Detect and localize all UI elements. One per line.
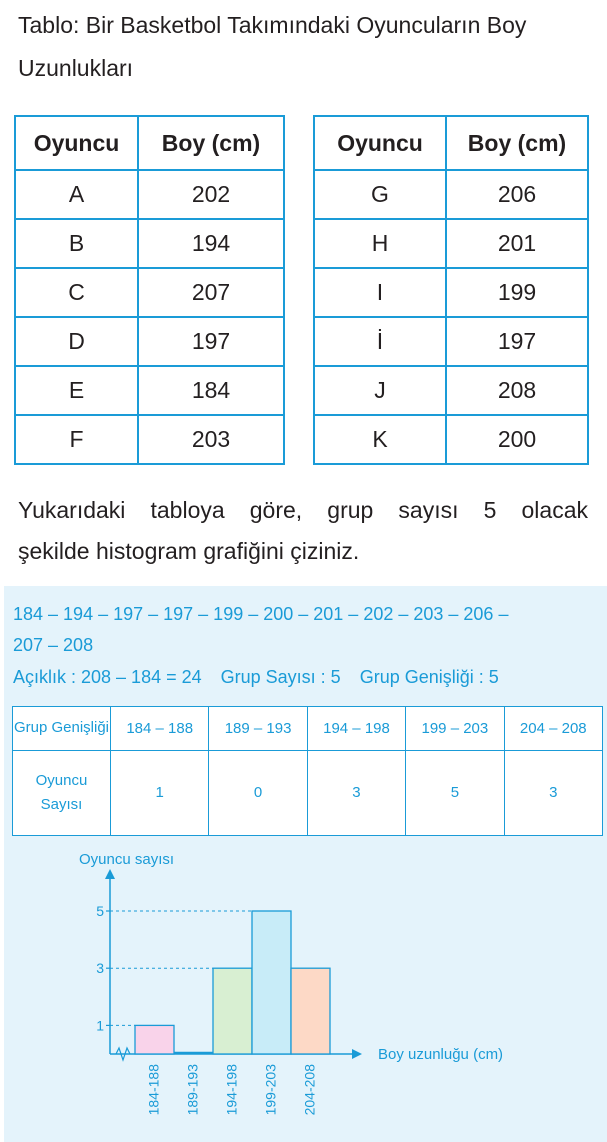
table-row xyxy=(15,219,284,268)
player-name: K xyxy=(314,415,446,464)
group-range-cell: 199 – 203 xyxy=(406,707,504,751)
x-axis-label: Boy uzunluğu (cm) xyxy=(378,1046,504,1063)
player-height: 202 xyxy=(138,170,284,219)
sorted-values-line-2: 207 – 208 xyxy=(13,635,94,655)
table-row xyxy=(15,317,284,366)
histogram-bar xyxy=(252,911,291,1054)
question-text xyxy=(18,490,588,572)
y-axis-arrow xyxy=(105,869,115,879)
header-player: Oyuncu xyxy=(314,116,446,170)
player-height: 200 xyxy=(446,415,588,464)
group-width-text: Grup Genişliği : 5 xyxy=(359,667,499,687)
player-name: I xyxy=(314,268,446,317)
table-row xyxy=(15,268,284,317)
group-range-cell: 204 – 208 xyxy=(504,707,602,751)
row-label-player-count: Oyuncu Sayısı xyxy=(13,750,111,835)
player-name: İ xyxy=(314,317,446,366)
player-name: D xyxy=(15,317,138,366)
y-tick-label: 1 xyxy=(96,1017,104,1034)
table-row xyxy=(314,317,588,366)
table-row xyxy=(314,170,588,219)
page-title: Tablo: Bir Basketbol Takımındaki Oyuncuların Boy Uzunlukları xyxy=(18,12,527,81)
y-axis-label: Oyuncu sayısı xyxy=(79,851,175,868)
count-cell: 3 xyxy=(307,750,405,835)
player-name: J xyxy=(314,366,446,415)
x-axis-arrow xyxy=(352,1049,362,1059)
player-name: G xyxy=(314,170,446,219)
group-range-cell: 184 – 188 xyxy=(111,707,209,751)
x-tick-label: 194-198 xyxy=(223,1064,240,1116)
table-row xyxy=(314,415,588,464)
count-cell: 1 xyxy=(111,750,209,835)
player-name: F xyxy=(15,415,138,464)
y-tick-label: 3 xyxy=(96,960,104,977)
player-height: 208 xyxy=(446,366,588,415)
table-row xyxy=(15,170,284,219)
header-height: Boy (cm) xyxy=(446,116,588,170)
player-height: 206 xyxy=(446,170,588,219)
player-height: 194 xyxy=(138,219,284,268)
player-name: A xyxy=(15,170,138,219)
player-name: B xyxy=(15,219,138,268)
x-tick-label: 199-203 xyxy=(262,1064,279,1116)
range-text: Açıklık : 208 – 184 = 24 xyxy=(13,667,202,687)
count-cell: 5 xyxy=(406,750,504,835)
histogram-bar xyxy=(213,968,252,1054)
table-row xyxy=(15,366,284,415)
player-height: 197 xyxy=(138,317,284,366)
player-height: 203 xyxy=(138,415,284,464)
group-range-cell: 194 – 198 xyxy=(307,707,405,751)
x-tick-label: 204-208 xyxy=(301,1064,318,1116)
solution-panel xyxy=(4,586,607,1142)
x-tick-label: 189-193 xyxy=(184,1064,201,1116)
heights-table-left xyxy=(14,115,285,465)
count-cell: 3 xyxy=(504,750,602,835)
question-line-2: şekilde histogram grafiğini çiziniz. xyxy=(18,538,360,564)
player-height: 207 xyxy=(138,268,284,317)
player-name: E xyxy=(15,366,138,415)
player-name: C xyxy=(15,268,138,317)
sorted-values-line-1: 184 – 194 – 197 – 197 – 199 – 200 – 201 – 202 – 203 – 206 – xyxy=(13,604,509,624)
player-height: 201 xyxy=(446,219,588,268)
table-row xyxy=(314,268,588,317)
player-height: 184 xyxy=(138,366,284,415)
count-cell: 0 xyxy=(209,750,307,835)
x-tick-label: 184-188 xyxy=(145,1064,162,1116)
histogram-chart xyxy=(4,586,607,1142)
table-row xyxy=(314,219,588,268)
row-label-group-width: Grup Genişliği xyxy=(13,707,111,751)
table-row xyxy=(314,366,588,415)
heights-table-right xyxy=(313,115,589,465)
histogram-bar xyxy=(291,968,330,1054)
group-range-cell: 189 – 193 xyxy=(209,707,307,751)
player-height: 197 xyxy=(446,317,588,366)
player-name: H xyxy=(314,219,446,268)
player-height: 199 xyxy=(446,268,588,317)
histogram-bar xyxy=(135,1025,174,1054)
header-player: Oyuncu xyxy=(15,116,138,170)
table-row xyxy=(15,415,284,464)
group-count-text: Grup Sayısı : 5 xyxy=(220,667,341,687)
header-height: Boy (cm) xyxy=(138,116,284,170)
question-line-1: Yukarıdaki tabloya göre, grup sayısı 5 olacak xyxy=(18,497,588,523)
y-tick-label: 5 xyxy=(96,903,104,919)
